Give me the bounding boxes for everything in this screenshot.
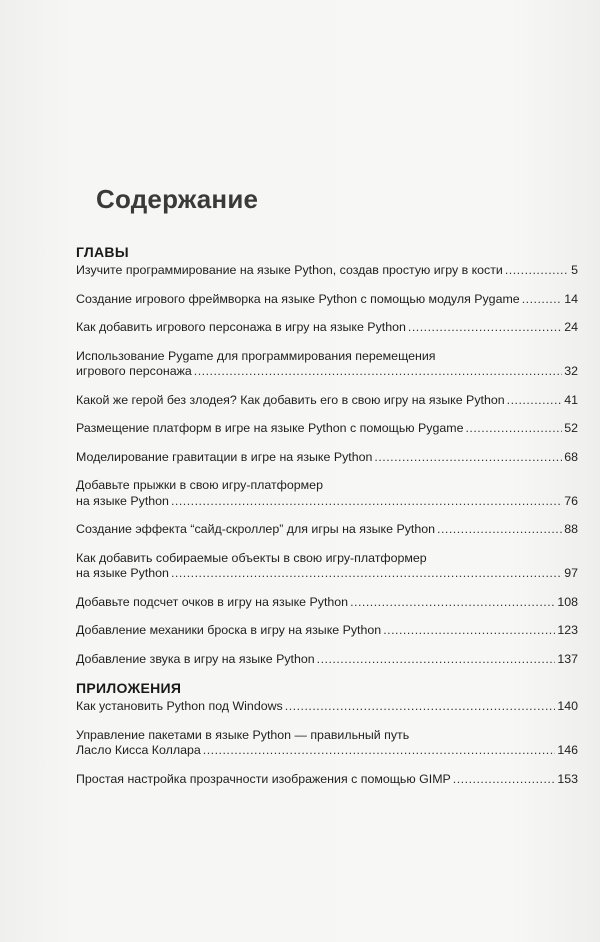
dot-leader	[317, 652, 556, 668]
toc-entry[interactable]	[76, 623, 578, 639]
entry-title-line1: Использование Pygame для программирования перемещения	[76, 348, 436, 363]
page-number: 24	[564, 320, 578, 334]
page-number: 137	[557, 651, 578, 666]
entry-title: Создание эффекта “сайд-скроллер” для игры на языке Python	[76, 522, 436, 536]
dot-leader	[350, 595, 555, 611]
entry-title: Моделирование гравитации в игре на языке Python	[76, 449, 373, 464]
toc-entry[interactable]	[76, 772, 578, 788]
dot-leader	[453, 772, 556, 788]
dot-leader	[465, 421, 562, 437]
page-number: 88	[564, 522, 578, 536]
dot-leader	[507, 393, 563, 409]
entry-title-line1: Управление пакетами в языке Python — правильный путь	[76, 727, 410, 742]
page-number: 5	[571, 263, 578, 277]
page-number: 153	[557, 771, 578, 786]
dot-leader	[203, 743, 556, 759]
entry-title-line1: Как добавить собираемые объекты в свою игру-платформер	[76, 550, 427, 565]
entry-title: Как добавить игрового персонажа в игру на языке Python	[76, 320, 406, 334]
dot-leader	[505, 263, 569, 279]
toc-entry[interactable]	[76, 551, 578, 582]
entry-title: Создание игрового фреймворка на языке Python с помощью модуля Pygame	[76, 291, 520, 306]
page-title: Содержание	[96, 184, 259, 214]
page-number: 97	[564, 566, 578, 580]
page-number: 68	[564, 449, 578, 464]
dot-leader	[194, 364, 562, 380]
toc-entry[interactable]	[76, 478, 578, 509]
entry-title: Простая настройка прозрачности изображения с помощью GIMP	[76, 771, 451, 786]
dot-leader	[171, 566, 562, 582]
page-number: 123	[557, 623, 578, 637]
toc-entry[interactable]	[76, 393, 578, 409]
table-of-contents	[76, 244, 578, 800]
dot-leader	[374, 450, 562, 466]
entry-title: Добавление звука в игру на языке Python	[76, 651, 315, 666]
page-number: 14	[564, 291, 578, 306]
toc-entry[interactable]	[76, 349, 578, 380]
toc-entry[interactable]	[76, 421, 578, 437]
dot-leader	[522, 292, 563, 308]
page-number: 32	[564, 364, 578, 378]
entry-title-line1: Добавьте прыжки в свою игру-платформер	[76, 478, 323, 492]
toc-entry[interactable]	[76, 320, 578, 336]
page-number: 108	[557, 594, 578, 609]
entry-title: Размещение платформ в игре на языке Python с помощью Pygame	[76, 421, 464, 435]
toc-entry[interactable]	[76, 728, 578, 759]
toc-entry[interactable]	[76, 263, 578, 279]
section-heading-appendices: ПРИЛОЖЕНИЯ	[76, 680, 182, 696]
dot-leader	[171, 494, 562, 510]
dot-leader	[285, 699, 556, 715]
entry-title-line2: на языке Python	[76, 566, 169, 580]
toc-entry[interactable]	[76, 595, 578, 611]
entry-title: Добавьте подсчет очков в игру на языке Python	[76, 594, 349, 609]
toc-entry[interactable]	[76, 652, 578, 668]
section-heading-chapters: ГЛАВЫ	[76, 244, 129, 260]
entry-title: Как установить Python под Windows	[76, 699, 283, 713]
page-number: 146	[557, 743, 578, 757]
dot-leader	[383, 623, 555, 639]
entry-title: Добавление механики броска в игру на языке Python	[76, 623, 382, 637]
toc-entry[interactable]	[76, 522, 578, 538]
toc-entry[interactable]	[76, 699, 578, 715]
toc-entry[interactable]	[76, 450, 578, 466]
entry-title-line2: на языке Python	[76, 493, 169, 508]
page-number: 76	[564, 493, 578, 508]
page-number: 41	[564, 392, 578, 407]
page-number: 52	[564, 421, 578, 435]
dot-leader	[408, 320, 562, 336]
entry-title-line2: игрового персонажа	[76, 364, 192, 378]
toc-entry[interactable]	[76, 292, 578, 308]
entry-title: Какой же герой без злодея? Как добавить его в свою игру на языке Python	[76, 392, 505, 407]
dot-leader	[437, 522, 562, 538]
page-number: 140	[557, 699, 578, 713]
entry-title: Изучите программирование на языке Python, создав простую игру в кости	[76, 263, 503, 277]
entry-title-line2: Ласло Кисса Коллара	[76, 743, 201, 757]
